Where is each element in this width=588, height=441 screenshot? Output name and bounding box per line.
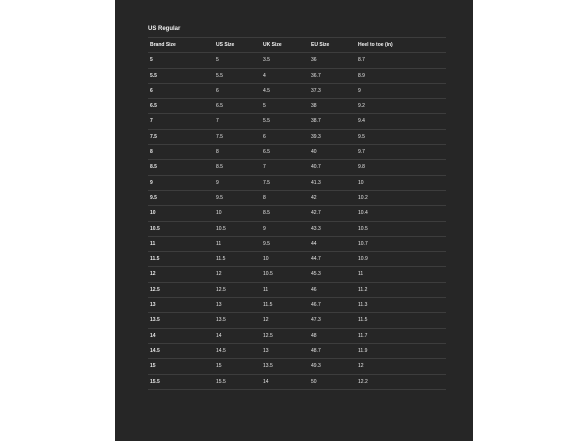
uk-size-cell: 4 bbox=[263, 72, 266, 79]
brand-size-cell: 13.5 bbox=[150, 317, 160, 324]
us-size-cell: 6.5 bbox=[216, 103, 223, 110]
uk-size-cell: 8.5 bbox=[263, 210, 270, 217]
us-size-cell: 10 bbox=[216, 210, 222, 217]
heel-to-toe-cell: 10 bbox=[358, 179, 364, 186]
column-header-us-size: US Size bbox=[216, 42, 235, 48]
table-row bbox=[148, 160, 446, 175]
eu-size-cell: 39.3 bbox=[311, 133, 321, 140]
table-row bbox=[148, 313, 446, 328]
size-chart-title: US Regular bbox=[148, 26, 181, 32]
heel-to-toe-cell: 11.9 bbox=[358, 347, 368, 354]
table-row bbox=[148, 375, 446, 390]
eu-size-cell: 40 bbox=[311, 149, 317, 156]
heel-to-toe-cell: 11.3 bbox=[358, 302, 368, 309]
table-row bbox=[148, 206, 446, 221]
table-row bbox=[148, 99, 446, 114]
brand-size-cell: 6.5 bbox=[150, 103, 157, 110]
brand-size-cell: 9.5 bbox=[150, 194, 157, 201]
heel-to-toe-cell: 9 bbox=[358, 87, 361, 94]
us-size-cell: 9 bbox=[216, 179, 219, 186]
column-header-brand-size: Brand Size bbox=[150, 42, 176, 48]
us-size-cell: 14 bbox=[216, 332, 222, 339]
uk-size-cell: 14 bbox=[263, 378, 269, 385]
us-size-cell: 8 bbox=[216, 149, 219, 156]
heel-to-toe-cell: 10.5 bbox=[358, 225, 368, 232]
eu-size-cell: 44 bbox=[311, 240, 317, 247]
us-size-cell: 13 bbox=[216, 302, 222, 309]
us-size-cell: 14.5 bbox=[216, 347, 226, 354]
heel-to-toe-cell: 9.5 bbox=[358, 133, 365, 140]
uk-size-cell: 5.5 bbox=[263, 118, 270, 125]
uk-size-cell: 3.5 bbox=[263, 57, 270, 64]
heel-to-toe-cell: 8.9 bbox=[358, 72, 365, 79]
uk-size-cell: 12 bbox=[263, 317, 269, 324]
eu-size-cell: 37.3 bbox=[311, 87, 321, 94]
heel-to-toe-cell: 11.5 bbox=[358, 317, 368, 324]
table-row bbox=[148, 298, 446, 313]
uk-size-cell: 11.5 bbox=[263, 302, 273, 309]
brand-size-cell: 13 bbox=[150, 302, 156, 309]
column-header-heel-to-toe: Heel to toe (in) bbox=[358, 42, 393, 48]
table-row bbox=[148, 176, 446, 191]
column-header-eu-size: EU Size bbox=[311, 42, 330, 48]
table-row bbox=[148, 130, 446, 145]
eu-size-cell: 38 bbox=[311, 103, 317, 110]
table-header-row bbox=[148, 38, 446, 53]
heel-to-toe-cell: 11 bbox=[358, 271, 364, 278]
uk-size-cell: 8 bbox=[263, 194, 266, 201]
heel-to-toe-cell: 12.2 bbox=[358, 378, 368, 385]
brand-size-cell: 11 bbox=[150, 240, 156, 247]
eu-size-cell: 50 bbox=[311, 378, 317, 385]
us-size-cell: 11.5 bbox=[216, 256, 226, 263]
uk-size-cell: 9 bbox=[263, 225, 266, 232]
uk-size-cell: 13 bbox=[263, 347, 269, 354]
uk-size-cell: 11 bbox=[263, 286, 269, 293]
us-size-cell: 11 bbox=[216, 240, 222, 247]
eu-size-cell: 49.3 bbox=[311, 363, 321, 370]
us-size-cell: 7.5 bbox=[216, 133, 223, 140]
heel-to-toe-cell: 11.2 bbox=[358, 286, 368, 293]
table-row bbox=[148, 359, 446, 374]
brand-size-cell: 9 bbox=[150, 179, 153, 186]
size-table bbox=[148, 37, 446, 390]
eu-size-cell: 44.7 bbox=[311, 256, 321, 263]
heel-to-toe-cell: 9.4 bbox=[358, 118, 365, 125]
brand-size-cell: 12 bbox=[150, 271, 156, 278]
table-row bbox=[148, 329, 446, 344]
uk-size-cell: 7 bbox=[263, 164, 266, 171]
brand-size-cell: 10.5 bbox=[150, 225, 160, 232]
eu-size-cell: 38.7 bbox=[311, 118, 321, 125]
brand-size-cell: 11.5 bbox=[150, 256, 160, 263]
table-row bbox=[148, 283, 446, 298]
uk-size-cell: 10 bbox=[263, 256, 269, 263]
eu-size-cell: 48.7 bbox=[311, 347, 321, 354]
uk-size-cell: 6.5 bbox=[263, 149, 270, 156]
table-row bbox=[148, 145, 446, 160]
column-header-uk-size: UK Size bbox=[263, 42, 282, 48]
eu-size-cell: 40.7 bbox=[311, 164, 321, 171]
brand-size-cell: 5 bbox=[150, 57, 153, 64]
brand-size-cell: 8.5 bbox=[150, 164, 157, 171]
eu-size-cell: 46.7 bbox=[311, 302, 321, 309]
heel-to-toe-cell: 10.7 bbox=[358, 240, 368, 247]
us-size-cell: 12.5 bbox=[216, 286, 226, 293]
table-row bbox=[148, 191, 446, 206]
eu-size-cell: 36 bbox=[311, 57, 317, 64]
uk-size-cell: 4.5 bbox=[263, 87, 270, 94]
heel-to-toe-cell: 10.2 bbox=[358, 194, 368, 201]
heel-to-toe-cell: 9.8 bbox=[358, 164, 365, 171]
heel-to-toe-cell: 10.9 bbox=[358, 256, 368, 263]
brand-size-cell: 14.5 bbox=[150, 347, 160, 354]
table-row bbox=[148, 84, 446, 99]
size-chart-panel bbox=[115, 0, 473, 441]
us-size-cell: 13.5 bbox=[216, 317, 226, 324]
brand-size-cell: 6 bbox=[150, 87, 153, 94]
heel-to-toe-cell: 12 bbox=[358, 363, 364, 370]
table-row bbox=[148, 267, 446, 282]
brand-size-cell: 15 bbox=[150, 363, 156, 370]
table-row bbox=[148, 53, 446, 68]
eu-size-cell: 46 bbox=[311, 286, 317, 293]
brand-size-cell: 5.5 bbox=[150, 72, 157, 79]
us-size-cell: 5 bbox=[216, 57, 219, 64]
brand-size-cell: 10 bbox=[150, 210, 156, 217]
heel-to-toe-cell: 10.4 bbox=[358, 210, 368, 217]
uk-size-cell: 9.5 bbox=[263, 240, 270, 247]
heel-to-toe-cell: 11.7 bbox=[358, 332, 368, 339]
table-row bbox=[148, 114, 446, 129]
us-size-cell: 6 bbox=[216, 87, 219, 94]
us-size-cell: 7 bbox=[216, 118, 219, 125]
us-size-cell: 5.5 bbox=[216, 72, 223, 79]
table-row bbox=[148, 344, 446, 359]
table-row bbox=[148, 69, 446, 84]
uk-size-cell: 5 bbox=[263, 103, 266, 110]
brand-size-cell: 7 bbox=[150, 118, 153, 125]
eu-size-cell: 47.3 bbox=[311, 317, 321, 324]
heel-to-toe-cell: 9.2 bbox=[358, 103, 365, 110]
table-body bbox=[148, 53, 446, 390]
eu-size-cell: 43.3 bbox=[311, 225, 321, 232]
brand-size-cell: 14 bbox=[150, 332, 156, 339]
uk-size-cell: 6 bbox=[263, 133, 266, 140]
heel-to-toe-cell: 9.7 bbox=[358, 149, 365, 156]
table-row bbox=[148, 222, 446, 237]
eu-size-cell: 42 bbox=[311, 194, 317, 201]
brand-size-cell: 7.5 bbox=[150, 133, 157, 140]
us-size-cell: 15 bbox=[216, 363, 222, 370]
table-row bbox=[148, 252, 446, 267]
brand-size-cell: 8 bbox=[150, 149, 153, 156]
eu-size-cell: 48 bbox=[311, 332, 317, 339]
heel-to-toe-cell: 8.7 bbox=[358, 57, 365, 64]
us-size-cell: 9.5 bbox=[216, 194, 223, 201]
eu-size-cell: 42.7 bbox=[311, 210, 321, 217]
eu-size-cell: 41.3 bbox=[311, 179, 321, 186]
brand-size-cell: 12.5 bbox=[150, 286, 160, 293]
eu-size-cell: 45.3 bbox=[311, 271, 321, 278]
eu-size-cell: 36.7 bbox=[311, 72, 321, 79]
brand-size-cell: 15.5 bbox=[150, 378, 160, 385]
table-row bbox=[148, 237, 446, 252]
us-size-cell: 8.5 bbox=[216, 164, 223, 171]
us-size-cell: 10.5 bbox=[216, 225, 226, 232]
us-size-cell: 15.5 bbox=[216, 378, 226, 385]
us-size-cell: 12 bbox=[216, 271, 222, 278]
uk-size-cell: 13.5 bbox=[263, 363, 273, 370]
uk-size-cell: 10.5 bbox=[263, 271, 273, 278]
uk-size-cell: 7.5 bbox=[263, 179, 270, 186]
uk-size-cell: 12.5 bbox=[263, 332, 273, 339]
